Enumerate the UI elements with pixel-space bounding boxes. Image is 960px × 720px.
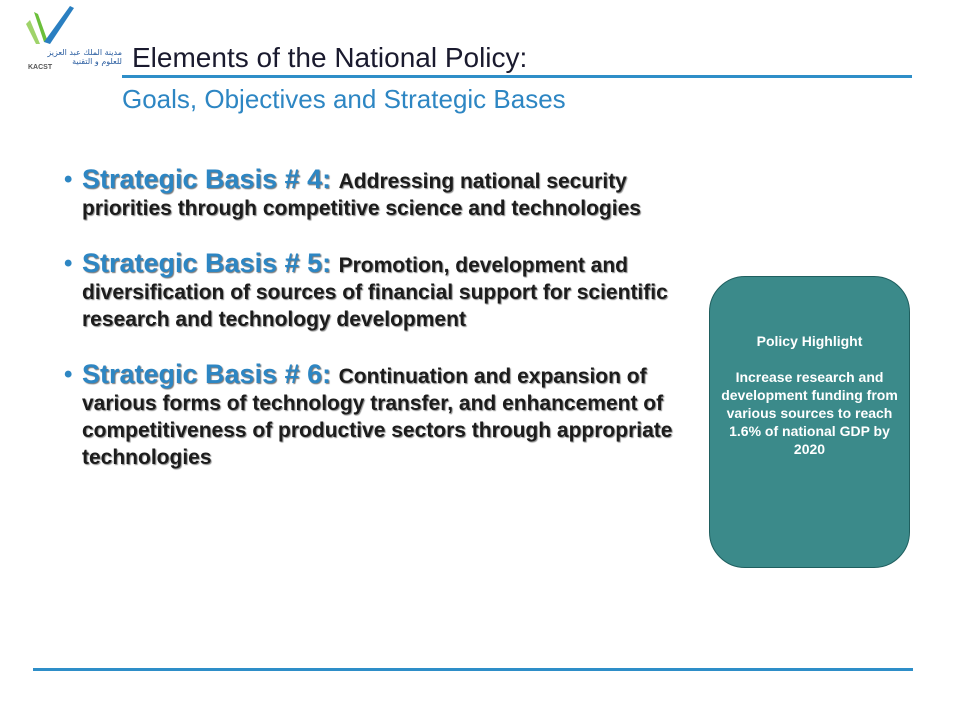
bullet-icon: • <box>64 361 73 388</box>
bullet-item <box>56 250 696 333</box>
page-subtitle: Goals, Objectives and Strategic Bases <box>122 84 566 114</box>
bullet-icon: • <box>64 250 73 277</box>
logo-arabic-text: مدينة الملك عبد العزيز للعلوم و التقنية <box>47 48 122 66</box>
bullet-heading: Strategic Basis # 5: <box>82 248 339 278</box>
bullet-text: Addressing national security priorities through competitive science and technologies <box>82 170 641 220</box>
bullet-heading: Strategic Basis # 6: <box>82 359 339 389</box>
policy-highlight-text: Increase research and development funding from various sources to reach 1.6% of national GDP by 2020 <box>721 369 898 457</box>
bullet-list <box>56 166 696 499</box>
top-divider <box>122 75 912 78</box>
bullet-heading: Strategic Basis # 4: <box>82 164 339 194</box>
bullet-item <box>56 166 696 222</box>
bullet-text: Continuation and expansion of various forms of technology transfer, and enhancement of competitiveness of productive sectors through appropriate technologies <box>82 365 673 469</box>
bottom-divider <box>33 668 913 671</box>
logo-latin-text: KACST <box>28 64 53 71</box>
page-title: Elements of the National Policy: <box>132 42 528 73</box>
logo-mark-icon <box>22 4 122 54</box>
bullet-text: Promotion, development and diversification of sources of financial support for scientific research and technology development <box>82 254 668 331</box>
policy-highlight-title: Policy Highlight <box>756 333 863 349</box>
bullet-icon: • <box>64 166 73 193</box>
bullet-item <box>56 361 696 471</box>
policy-highlight-box <box>709 276 910 568</box>
